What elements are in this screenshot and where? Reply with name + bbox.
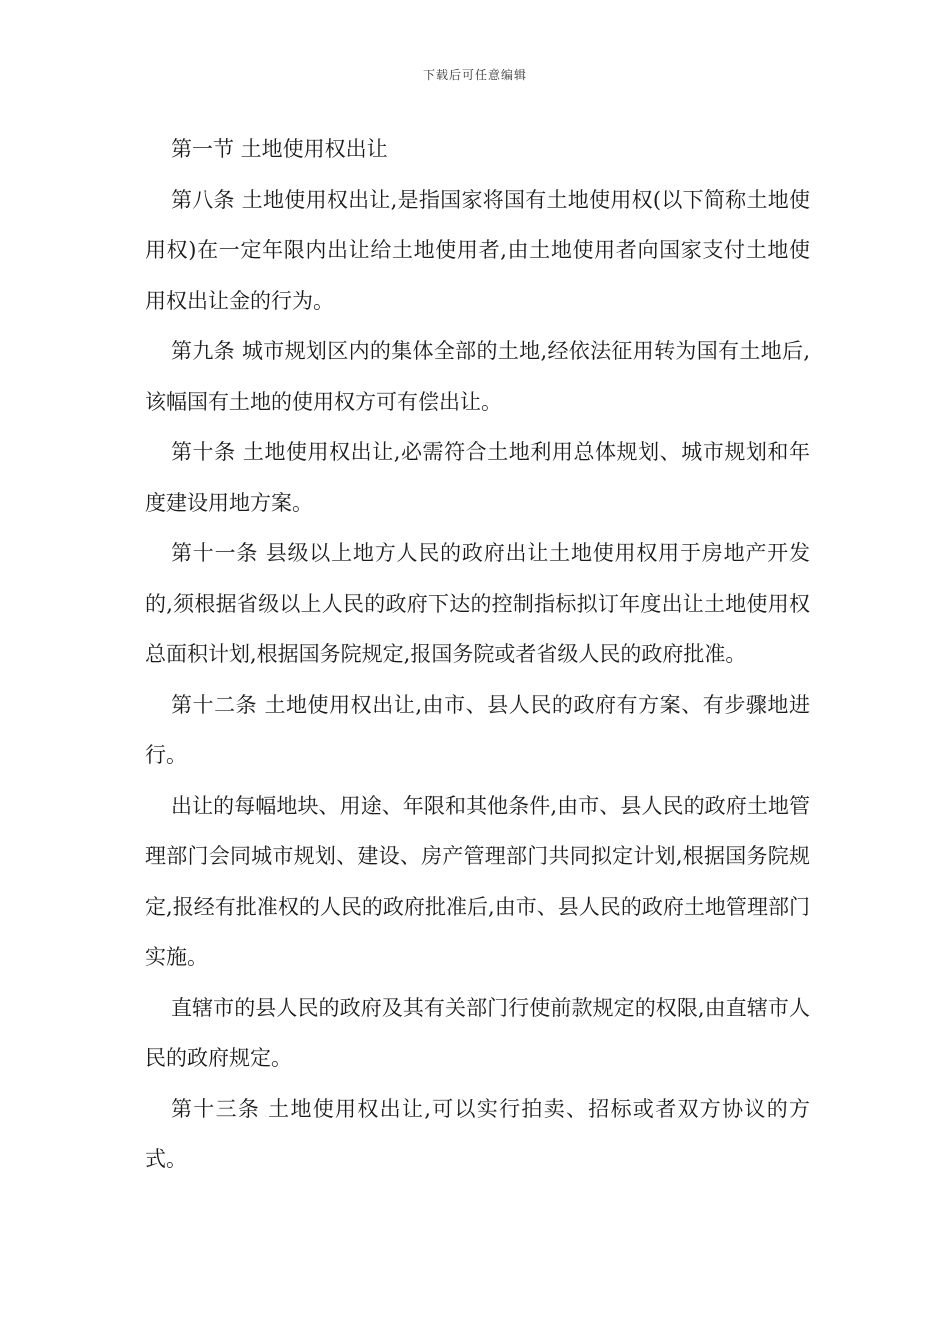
article-11-paragraph: 第十一条 县级以上地方人民的政府出让土地使用权用于房地产开发的,须根据省级以上人民的政府下达的控制指标拟订年度出让土地使用权总面积计划,根据国务院规定,报国务院或者省级人民的政府批准。 [145, 541, 810, 666]
article-12-clause-2-paragraph: 出让的每幅地块、用途、年限和其他条件,由市、县人民的政府土地管理部门会同城市规划、建设、房产管理部门共同拟定计划,根据国务院规定,报经有批准权的人民的政府批准后,由市、县人民的政府土地管理部门实施。 [145, 793, 810, 969]
section-heading: 第一节 土地使用权出让 [171, 137, 388, 161]
page-header: 下载后可任意编辑 [422, 68, 527, 82]
article-10-paragraph: 第十条 土地使用权出让,必需符合土地利用总体规划、城市规划和年度建设用地方案。 [145, 440, 810, 515]
article-9-paragraph: 第九条 城市规划区内的集体全部的土地,经依法征用转为国有土地后,该幅国有土地的使用权方可有偿出让。 [145, 339, 810, 414]
article-8-paragraph: 第八条 土地使用权出让,是指国家将国有土地使用权(以下简称土地使用权)在一定年限内出让给土地使用者,由土地使用者向国家支付土地使用权出让金的行为。 [145, 187, 810, 313]
article-13-paragraph: 第十三条 土地使用权出让,可以实行拍卖、招标或者双方协议的方式。 [145, 1096, 810, 1171]
article-12-clause-3-paragraph: 直辖市的县人民的政府及其有关部门行使前款规定的权限,由直辖市人民的政府规定。 [145, 995, 810, 1070]
article-12-paragraph: 第十二条 土地使用权出让,由市、县人民的政府有方案、有步骤地进行。 [145, 692, 810, 767]
document-body [145, 124, 810, 1185]
